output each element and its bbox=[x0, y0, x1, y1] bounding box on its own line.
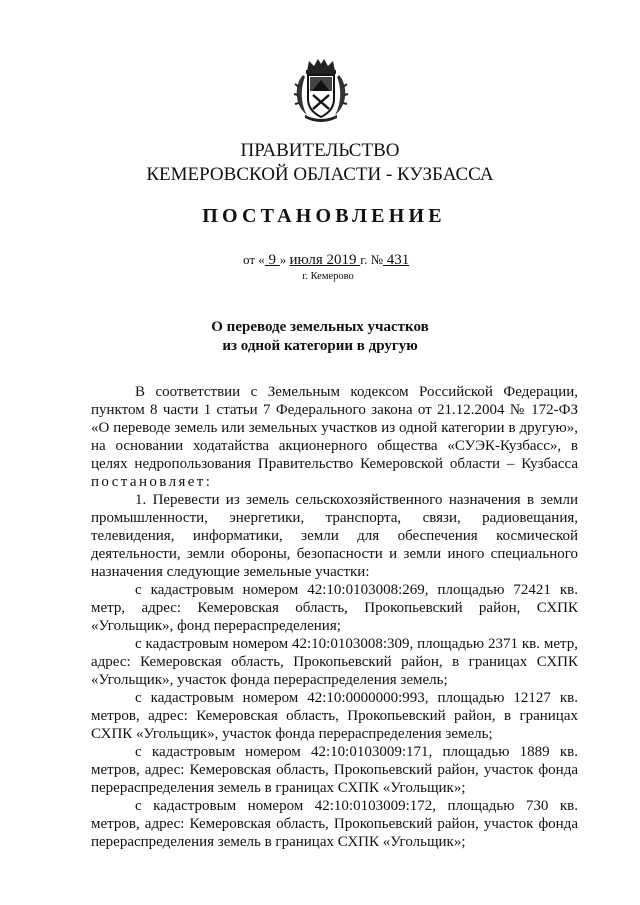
land-plot-item: с кадастровым номером 42:10:0103009:172, площадью 730 кв. метров, адрес: Кемеровская область, Прокопьевский район, участок фонда перераспределения земель в границах СХПК «Угольщик»; bbox=[91, 798, 578, 850]
kemerovo-coat-of-arms-icon bbox=[291, 57, 351, 123]
document-body bbox=[91, 383, 578, 851]
land-plot-item: с кадастровым номером 42:10:0000000:993, площадью 12127 кв. метров, адрес: Кемеровская область, Прокопьевский район, в границах СХПК «Угольщик», участок фонда перераспределения земель; bbox=[91, 690, 578, 742]
document-number: 431 bbox=[383, 252, 410, 268]
document-subject bbox=[0, 318, 640, 356]
government-title: ПРАВИТЕЛЬСТВО bbox=[240, 140, 400, 161]
intro-paragraph bbox=[91, 383, 578, 491]
item-1-paragraph: 1. Перевести из земель сельскохозяйственного назначения в земли промышленности, энергетики, транспорта, связи, радиовещания, телевидения, информатики, земли для обеспечения космической деятельности, земли обороны, безопасности и земли иного специального назначения следующие земельные участки: bbox=[91, 492, 578, 580]
document-type-title: ПОСТАНОВЛЕНИЕ bbox=[202, 205, 446, 227]
land-plot-item: с кадастровым номером 42:10:0103009:171, площадью 1889 кв. метров, адрес: Кемеровская область, Прокопьевский район, участок фонда перераспределения земель в границах СХПК «Угольщик»; bbox=[91, 744, 578, 796]
land-plot-item: с кадастровым номером 42:10:0103008:269, площадью 72421 кв. метр, адрес: Кемеровская область, Прокопьевский район, СХПК «Угольщик», фонд перераспределения; bbox=[91, 582, 578, 634]
land-plot-item: с кадастровым номером 42:10:0103008:309, площадью 2371 кв. метр, адрес: Кемеровская область, Прокопьевский район, в границах СХПК «Угольщик», участок фонда перераспределения земель; bbox=[91, 636, 578, 688]
intro-text: В соответствии с Земельным кодексом Российской Федерации, пунктом 8 части 1 статьи 7 Федерального закона от 21.12.2004 № 172-ФЗ «О переводе земель или земельных участков из одной категории в другую», на основании ходатайства акционерного общества «СУЭК-Кузбасс», в целях недропользования Правительство Кемеровской области – Кузбасса bbox=[91, 384, 578, 472]
date-year-suffix: г. № bbox=[360, 252, 384, 267]
document-dateline bbox=[243, 252, 409, 269]
region-title: КЕМЕРОВСКОЙ ОБЛАСТИ - КУЗБАССА bbox=[146, 164, 494, 185]
date-day: 9 bbox=[264, 252, 280, 268]
date-month-year: июля 2019 bbox=[289, 252, 361, 268]
document-city: г. Кемерово bbox=[302, 271, 354, 282]
subject-line: из одной категории в другую bbox=[222, 338, 418, 354]
date-quote-close: » bbox=[279, 252, 290, 267]
resolves-word: постановляет: bbox=[91, 474, 213, 490]
subject-line: О переводе земельных участков bbox=[211, 319, 429, 335]
date-from-label: от « bbox=[243, 252, 265, 267]
